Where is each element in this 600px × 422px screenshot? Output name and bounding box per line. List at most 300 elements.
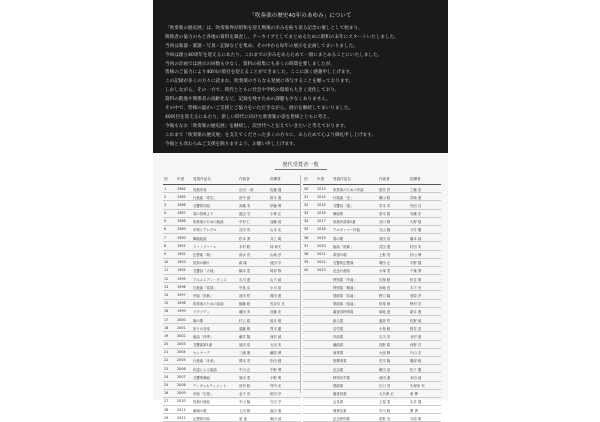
table-row bbox=[163, 226, 301, 234]
cell-title: 祝典序曲第2番 bbox=[333, 220, 356, 225]
cell-title: ファンファーレ bbox=[193, 244, 217, 249]
table-row bbox=[303, 291, 441, 299]
cell-conductor: 本田 誠 bbox=[410, 375, 422, 380]
cell-no: 11 bbox=[164, 268, 169, 273]
cell-year: 1996 bbox=[177, 284, 186, 289]
cell-year: 2006 bbox=[177, 366, 186, 371]
cell-conductor: 片山 宏 bbox=[410, 351, 422, 356]
intro-line: 皆様のご協力により40回の節目を迎えることができました。ここに深く感謝申し上げます。 bbox=[165, 70, 355, 76]
cell-conductor: 河野 亘 bbox=[410, 343, 422, 348]
cell-composer: 増田 正 bbox=[379, 261, 391, 266]
cell-year: 2008 bbox=[177, 383, 186, 387]
cell-title: 祝典序曲 bbox=[193, 187, 207, 192]
table-row bbox=[163, 398, 301, 406]
cell-no: 24 bbox=[164, 374, 169, 379]
cell-composer: 上田 修 bbox=[239, 408, 251, 413]
cell-conductor: 関 勇 bbox=[410, 408, 418, 413]
cell-composer: 谷口 修 bbox=[379, 220, 391, 225]
table-row bbox=[163, 414, 301, 422]
table-row bbox=[163, 193, 301, 201]
list-rows-right bbox=[303, 185, 441, 422]
cell-title: 特別賞「舞曲」 bbox=[333, 285, 357, 290]
cell-year: 2014 bbox=[317, 194, 326, 199]
cell-conductor: 木下 光 bbox=[410, 285, 422, 290]
cell-year: 1993 bbox=[177, 260, 186, 265]
intro-line: 当初は楽器・楽譜・写真・記録などを集め、その中から毎年の展示を企画してまいりました。 bbox=[165, 43, 358, 49]
cell-composer: 飯田 浩 bbox=[379, 367, 391, 372]
cell-year: 2017 bbox=[317, 219, 326, 224]
cell-no: 10 bbox=[164, 260, 169, 265]
table-row bbox=[303, 373, 441, 381]
table-row bbox=[303, 283, 441, 291]
cell-conductor: 太田 実 bbox=[270, 343, 282, 348]
cell-year: 2000 bbox=[177, 317, 186, 322]
table-row bbox=[303, 365, 441, 373]
intro-line: 関係者の協力のもと各地の資料を調査し、アーカイブとしてまとめるために昭和の末年にスタートいたしました。 bbox=[165, 34, 399, 40]
cell-composer: 山田 一郎 bbox=[239, 187, 254, 192]
intro-line: 今後もなお「吹奏楽の歴史展」を継続し、次世代へと伝えていきたいと考えております。 bbox=[165, 123, 349, 129]
intro-line: しかしながら、その一方で、時代とともに社会や学校の環境も大きく変化しており、 bbox=[165, 88, 340, 94]
cell-title: 奨励賞 bbox=[333, 384, 344, 388]
cell-composer: 早川 聡 bbox=[379, 408, 391, 413]
cell-composer: 藤井 隆 bbox=[239, 334, 251, 339]
header-year: 年度 bbox=[177, 177, 185, 181]
table-row bbox=[303, 316, 441, 324]
header-year: 年度 bbox=[317, 177, 325, 181]
cell-title: 記念賞 bbox=[333, 367, 344, 372]
list-title-underline bbox=[275, 169, 327, 170]
table-row bbox=[303, 357, 441, 365]
cell-title: 春の祭典より bbox=[193, 212, 214, 217]
cell-title: 交響的舞曲 bbox=[193, 375, 210, 380]
cell-composer: 橋本 豊 bbox=[239, 269, 251, 274]
document-page bbox=[153, 0, 448, 421]
cell-no: 28 bbox=[164, 407, 169, 412]
cell-year: 2003 bbox=[177, 342, 186, 347]
cell-no: 8 bbox=[164, 243, 167, 248]
cell-year: 1988 bbox=[177, 219, 186, 224]
cell-conductor: 今井 徹 bbox=[410, 228, 422, 233]
table-row bbox=[303, 406, 441, 414]
header-composer: 作曲者 bbox=[239, 177, 250, 181]
cell-year: 2007 bbox=[177, 374, 186, 379]
table-row bbox=[303, 390, 441, 398]
cell-conductor: 平野 健 bbox=[410, 261, 422, 266]
cell-no: 17 bbox=[164, 317, 169, 322]
cell-year: 2018 bbox=[317, 227, 326, 232]
table-row bbox=[303, 210, 441, 218]
intro-line: 今後とも変わらぬご支援を賜りますよう、お願い申し上げます。 bbox=[165, 141, 298, 147]
table-row bbox=[303, 193, 441, 201]
cell-no: 9 bbox=[164, 252, 167, 256]
cell-year: 2005 bbox=[177, 358, 186, 363]
cell-title: 交響曲第1番 bbox=[193, 343, 213, 348]
table-row bbox=[163, 283, 301, 291]
cell-title: セレナーデ bbox=[193, 351, 210, 356]
cell-title: 吹奏楽のための詩曲 bbox=[193, 302, 224, 307]
cell-composer: 三浦 進 bbox=[239, 351, 251, 356]
cell-year: 2002 bbox=[177, 333, 186, 338]
header-conductor: 指揮者 bbox=[410, 177, 421, 181]
cell-conductor: 中野 勇 bbox=[270, 367, 282, 372]
cell-composer: 原 達 bbox=[239, 416, 247, 421]
cell-composer: 大久保 正 bbox=[379, 392, 394, 397]
table-row bbox=[163, 218, 301, 226]
cell-composer: 横山 聡 bbox=[379, 195, 391, 200]
cell-no: 39 bbox=[304, 260, 309, 265]
cell-no: 6 bbox=[164, 227, 167, 232]
table-row bbox=[163, 185, 301, 193]
cell-no: 34 bbox=[304, 219, 309, 224]
cell-composer: 川口 茂 bbox=[379, 384, 391, 388]
cell-composer: 後藤 聡 bbox=[239, 302, 251, 307]
cell-title: 朝の歌 bbox=[193, 318, 204, 323]
table-row bbox=[303, 234, 441, 242]
cell-year: 2010 bbox=[177, 399, 186, 404]
table-row bbox=[303, 332, 441, 340]
cell-year: 2016 bbox=[317, 211, 326, 216]
column-divider bbox=[300, 175, 301, 393]
cell-conductor: 永井 健 bbox=[410, 400, 422, 405]
cell-composer: 森 隆 bbox=[239, 261, 247, 266]
cell-conductor: 藤本 誠 bbox=[410, 236, 422, 241]
intro-line: 今回は創立40周年を迎えるにあたり、これまでの歩みをあらためて一冊にまとめることにいたしました。 bbox=[165, 52, 383, 58]
cell-conductor: 杉山 博 bbox=[410, 253, 422, 257]
list-header-left bbox=[163, 175, 301, 185]
cell-composer: 渡部 哲 bbox=[379, 318, 391, 323]
cell-conductor: 久保田 実 bbox=[410, 384, 425, 388]
cell-composer: 原田 豊 bbox=[239, 375, 251, 380]
cell-conductor: 池田 学 bbox=[270, 261, 282, 266]
cell-conductor: 小川 浩 bbox=[270, 285, 282, 290]
cell-title: 交響的序曲 bbox=[193, 203, 210, 208]
list-column-left bbox=[163, 175, 301, 422]
table-row bbox=[303, 201, 441, 209]
table-row bbox=[303, 251, 441, 259]
cell-conductor: 北村 進 bbox=[410, 334, 422, 339]
cell-composer: 清水 亮 bbox=[239, 253, 251, 257]
cell-composer: 高橋 実 bbox=[239, 203, 251, 208]
cell-conductor: 阿部 修 bbox=[270, 269, 282, 274]
table-row bbox=[163, 357, 301, 365]
cell-title: 希望の朝 bbox=[333, 253, 347, 257]
header-no: 回 bbox=[164, 177, 168, 181]
cell-conductor: 坂本 勉 bbox=[270, 318, 282, 323]
cell-no: 18 bbox=[164, 325, 169, 330]
cell-composer: 田村 聡 bbox=[239, 384, 251, 388]
cell-conductor: 岡田 進 bbox=[270, 293, 282, 298]
cell-no: 35 bbox=[304, 227, 309, 232]
cell-conductor: 山本 光 bbox=[270, 228, 282, 233]
cell-composer: 岩崎 亮 bbox=[379, 285, 391, 290]
cell-composer: 浅野 昭 bbox=[379, 343, 391, 348]
cell-title: 功労賞 bbox=[333, 326, 344, 331]
table-row bbox=[303, 226, 441, 234]
table-row bbox=[163, 332, 301, 340]
table-row bbox=[303, 218, 441, 226]
cell-conductor: 桜井 浩 bbox=[410, 326, 422, 331]
header-title: 受賞作品名 bbox=[193, 177, 211, 181]
cell-conductor: 菅原 淳 bbox=[410, 293, 422, 298]
table-row bbox=[163, 300, 301, 308]
cell-conductor: 石原 明 bbox=[410, 416, 422, 421]
cell-conductor: 林 和夫 bbox=[270, 244, 282, 249]
list-title: 歴代受賞者一覧 bbox=[282, 162, 319, 168]
table-row bbox=[303, 324, 441, 332]
cell-conductor: 山崎 淳 bbox=[270, 253, 282, 257]
cell-title: 祝祭の踊り bbox=[193, 261, 210, 266]
cell-title: 審査員特別賞 bbox=[333, 310, 354, 315]
table-row bbox=[163, 406, 301, 414]
cell-year: 1994 bbox=[177, 268, 186, 273]
cell-title: 奨励賞「組曲」 bbox=[333, 302, 357, 307]
header-conductor: 指揮者 bbox=[270, 177, 281, 181]
cell-year: 1991 bbox=[177, 243, 186, 248]
cell-composer: 大西 修 bbox=[379, 351, 391, 356]
header-no: 回 bbox=[304, 177, 308, 181]
cell-title: 演奏賞 bbox=[333, 351, 344, 356]
cell-composer: 酒井 哲 bbox=[379, 187, 391, 192]
cell-year: 1997 bbox=[177, 292, 186, 297]
cell-year: 2009 bbox=[177, 391, 186, 396]
cell-year: 1995 bbox=[177, 276, 186, 281]
cell-composer: 石川 達 bbox=[239, 277, 251, 282]
cell-title: 指揮者賞 bbox=[333, 359, 347, 364]
table-row bbox=[163, 251, 301, 259]
cell-conductor: 竹内 光 bbox=[270, 384, 282, 388]
cell-conductor: 新井 進 bbox=[410, 310, 422, 315]
cell-composer: 藤田 実 bbox=[239, 310, 251, 315]
table-row bbox=[163, 382, 301, 390]
cell-no: 22 bbox=[164, 358, 169, 363]
cell-no: 13 bbox=[164, 284, 169, 289]
table-row bbox=[163, 341, 301, 349]
cell-title: 幻想曲「海」 bbox=[193, 253, 214, 257]
cell-title: 序曲「祝典」 bbox=[193, 293, 214, 298]
cell-no: 37 bbox=[304, 243, 309, 248]
cell-composer: 小島 聡 bbox=[379, 326, 391, 331]
cell-no: 1 bbox=[164, 186, 167, 191]
intro-line: 40回目を迎えるにあたり、新しい時代に向けた吹奏楽の姿を皆様とともに考え、 bbox=[165, 114, 332, 120]
list-rows-left bbox=[163, 185, 301, 422]
cell-conductor: 鈴木 進 bbox=[270, 195, 282, 200]
cell-title: 鎮魂の歌 bbox=[193, 408, 207, 413]
table-row bbox=[303, 398, 441, 406]
cell-no: 40 bbox=[304, 268, 309, 273]
cell-conductor: 松田 健 bbox=[270, 359, 282, 364]
cell-year: 2001 bbox=[177, 325, 186, 330]
cell-composer: 福田 浩 bbox=[239, 343, 251, 348]
cell-title: 交響詩「大地」 bbox=[193, 269, 217, 274]
cell-no: 3 bbox=[164, 202, 167, 207]
intro-body bbox=[165, 25, 437, 149]
cell-title: 会長賞 bbox=[333, 400, 344, 405]
cell-year: 2013 bbox=[317, 186, 326, 191]
intro-line: 当初の計画では展示の回数も少なく、資料の収集にも多くの時間を要しましたが、 bbox=[165, 61, 335, 67]
cell-conductor: 大野 勉 bbox=[410, 220, 422, 225]
cell-composer: 菊地 達 bbox=[379, 310, 391, 315]
cell-conductor: 加藤 清 bbox=[270, 220, 282, 225]
header-composer: 作曲者 bbox=[379, 177, 390, 181]
intro-panel bbox=[153, 0, 448, 153]
cell-conductor: 西村 誠 bbox=[270, 334, 282, 339]
table-row bbox=[163, 390, 301, 398]
cell-composer: 土屋 豊 bbox=[379, 400, 391, 405]
cell-composer: 岡本 茂 bbox=[239, 359, 251, 364]
cell-conductor: 和田 淳 bbox=[270, 392, 282, 397]
cell-conductor: 柴田 誠 bbox=[270, 416, 282, 421]
cell-composer: 村上 昭 bbox=[239, 318, 251, 323]
cell-no: 31 bbox=[304, 194, 309, 199]
cell-conductor: 村田 実 bbox=[410, 244, 422, 249]
table-row bbox=[303, 382, 441, 390]
table-row bbox=[303, 300, 441, 308]
cell-title: 吹奏楽のための序曲 bbox=[333, 187, 364, 192]
cell-conductor: 東 博 bbox=[410, 392, 418, 397]
cell-title: アルヴァマー序曲 bbox=[333, 228, 360, 233]
cell-year: 2015 bbox=[317, 202, 326, 207]
table-row bbox=[163, 316, 301, 324]
cell-title: 審査員賞 bbox=[333, 392, 347, 397]
cell-no: 26 bbox=[164, 391, 169, 396]
cell-year: 2023 bbox=[317, 268, 326, 273]
cell-conductor: 宮崎 進 bbox=[410, 195, 422, 200]
cell-title: 序奏とアレグロ bbox=[193, 228, 217, 233]
table-row bbox=[163, 308, 301, 316]
cell-title: 祈りの音楽 bbox=[193, 326, 210, 331]
cell-conductor: 佐野 誠 bbox=[410, 318, 422, 323]
table-row bbox=[163, 349, 301, 357]
table-row bbox=[303, 349, 441, 357]
cell-composer: 高田 浩 bbox=[379, 236, 391, 241]
cell-year: 2012 bbox=[177, 415, 186, 420]
table-row bbox=[303, 185, 441, 193]
cell-year: 2020 bbox=[317, 243, 326, 248]
table-row bbox=[163, 365, 301, 373]
cell-title: 特別功労賞 bbox=[333, 375, 350, 380]
cell-year: 1985 bbox=[177, 194, 186, 199]
cell-title: 交響的幻想曲 bbox=[333, 261, 354, 266]
cell-title: 編曲賞 bbox=[333, 343, 344, 348]
cell-title: 理事長賞 bbox=[333, 408, 347, 413]
cell-composer: 渡辺 守 bbox=[239, 212, 251, 217]
cell-composer: 遠藤 修 bbox=[239, 326, 251, 331]
cell-title: 奨励賞「詩曲」 bbox=[333, 293, 357, 298]
table-row bbox=[163, 373, 301, 381]
cell-no: 21 bbox=[164, 350, 169, 355]
cell-title: 行進曲「光」 bbox=[333, 195, 354, 200]
cell-composer: 丸山 隆 bbox=[379, 228, 391, 233]
cell-title: 幻想的序曲 bbox=[193, 416, 210, 421]
cell-no: 32 bbox=[304, 202, 309, 207]
cell-year: 2019 bbox=[317, 235, 326, 240]
cell-no: 16 bbox=[164, 309, 169, 314]
cell-title: ラプソディ bbox=[193, 310, 210, 315]
cell-no: 2 bbox=[164, 194, 167, 199]
cell-title: 交響詩「風」 bbox=[333, 203, 354, 208]
cell-composer: 宮本 実 bbox=[379, 203, 391, 208]
cell-no: 15 bbox=[164, 301, 169, 306]
cell-composer: 西田 進 bbox=[379, 375, 391, 380]
intro-line: この記録が多くの方々に読まれ、吹奏楽のさらなる発展に寄与することを願っております。 bbox=[165, 79, 354, 85]
cell-year: 2011 bbox=[177, 407, 186, 412]
cell-no: 36 bbox=[304, 235, 309, 240]
cell-title: 記念行進曲 bbox=[333, 269, 350, 274]
cell-title: 特別賞「序曲」 bbox=[333, 277, 357, 282]
cell-title: 行進曲「青空」 bbox=[193, 195, 217, 200]
cell-composer: 星野 亮 bbox=[379, 416, 391, 421]
list-header-right bbox=[303, 175, 441, 185]
table-row bbox=[303, 414, 441, 422]
cell-title: アルメニアン・ダンス bbox=[193, 277, 227, 282]
cell-composer: 荒木 隆 bbox=[379, 359, 391, 364]
cell-conductor: 内田 亘 bbox=[410, 203, 422, 208]
table-row bbox=[163, 324, 301, 332]
table-row bbox=[163, 242, 301, 250]
cell-title: 祝典行進曲 bbox=[193, 400, 210, 405]
cell-year: 1989 bbox=[177, 227, 186, 232]
cell-title: 舞踏組曲 bbox=[193, 236, 207, 241]
cell-composer: 中川 正 bbox=[239, 367, 251, 372]
cell-year: 1990 bbox=[177, 235, 186, 240]
cell-title: 作曲賞 bbox=[333, 334, 344, 339]
cell-title: 行進曲「希望」 bbox=[193, 285, 217, 290]
cell-composer: 金子 亮 bbox=[239, 392, 251, 397]
cell-conductor: 山下 誠 bbox=[270, 277, 282, 282]
cell-composer: 武田 進 bbox=[379, 244, 391, 249]
cell-conductor: 小野 明 bbox=[270, 375, 282, 380]
cell-conductor: 松井 明 bbox=[410, 277, 422, 282]
table-row bbox=[163, 267, 301, 275]
cell-conductor: 青木 徹 bbox=[270, 326, 282, 331]
cell-conductor: 千葉 勇 bbox=[410, 269, 422, 274]
table-row bbox=[303, 341, 441, 349]
cell-title: 舞曲集 bbox=[333, 212, 344, 217]
intro-line: 「吹奏楽の歴史展」は、吹奏楽界が昭和を迎え戦後の歩みを振り返る記念の催しとして始まり、 bbox=[165, 26, 363, 31]
cell-title: 組曲「四季」 bbox=[193, 334, 214, 339]
cell-year: 1999 bbox=[177, 309, 186, 314]
table-row bbox=[163, 259, 301, 267]
cell-conductor: 工藤 浩 bbox=[410, 187, 422, 192]
cell-conductor: 服部 勉 bbox=[410, 359, 422, 364]
cell-no: 7 bbox=[164, 235, 167, 240]
table-row bbox=[303, 275, 441, 283]
cell-title: 行進曲「未来」 bbox=[193, 359, 217, 364]
cell-year: 1987 bbox=[177, 211, 186, 216]
cell-conductor: 松下 徹 bbox=[410, 367, 422, 372]
cell-composer: 木村 聡 bbox=[239, 244, 251, 249]
cell-no: 29 bbox=[164, 415, 169, 420]
cell-composer: 中島 弘 bbox=[239, 285, 251, 290]
cell-conductor: 安藤 宏 bbox=[410, 212, 422, 217]
cell-conductor: 小林 正 bbox=[270, 212, 282, 217]
cell-title: ディヴェルティメント bbox=[193, 384, 227, 388]
cell-no: 33 bbox=[304, 211, 309, 216]
intro-line: これまで「吹奏楽の歴史展」を支えてくださった多くの方々に、あらためて心より御礼申し上げます。 bbox=[165, 132, 376, 138]
table-row bbox=[303, 308, 441, 316]
header-title: 受賞作品名 bbox=[333, 177, 351, 181]
cell-conductor: 井上 明 bbox=[270, 236, 282, 241]
cell-no: 38 bbox=[304, 252, 309, 256]
cell-title: 吹奏楽のための組曲 bbox=[193, 220, 224, 225]
intro-line: その中で、皆様の温かいご支援とご協力をいただきながら、展示を継続してまいりました。 bbox=[165, 106, 354, 112]
cell-composer: 中村 仁 bbox=[239, 220, 251, 225]
intro-title: 「吹奏楽の歴史40年のあゆみ」について bbox=[249, 13, 352, 19]
cell-title: 春の歌 bbox=[333, 236, 344, 241]
table-row bbox=[303, 267, 441, 275]
cell-year: 2022 bbox=[317, 260, 326, 265]
table-row bbox=[163, 210, 301, 218]
